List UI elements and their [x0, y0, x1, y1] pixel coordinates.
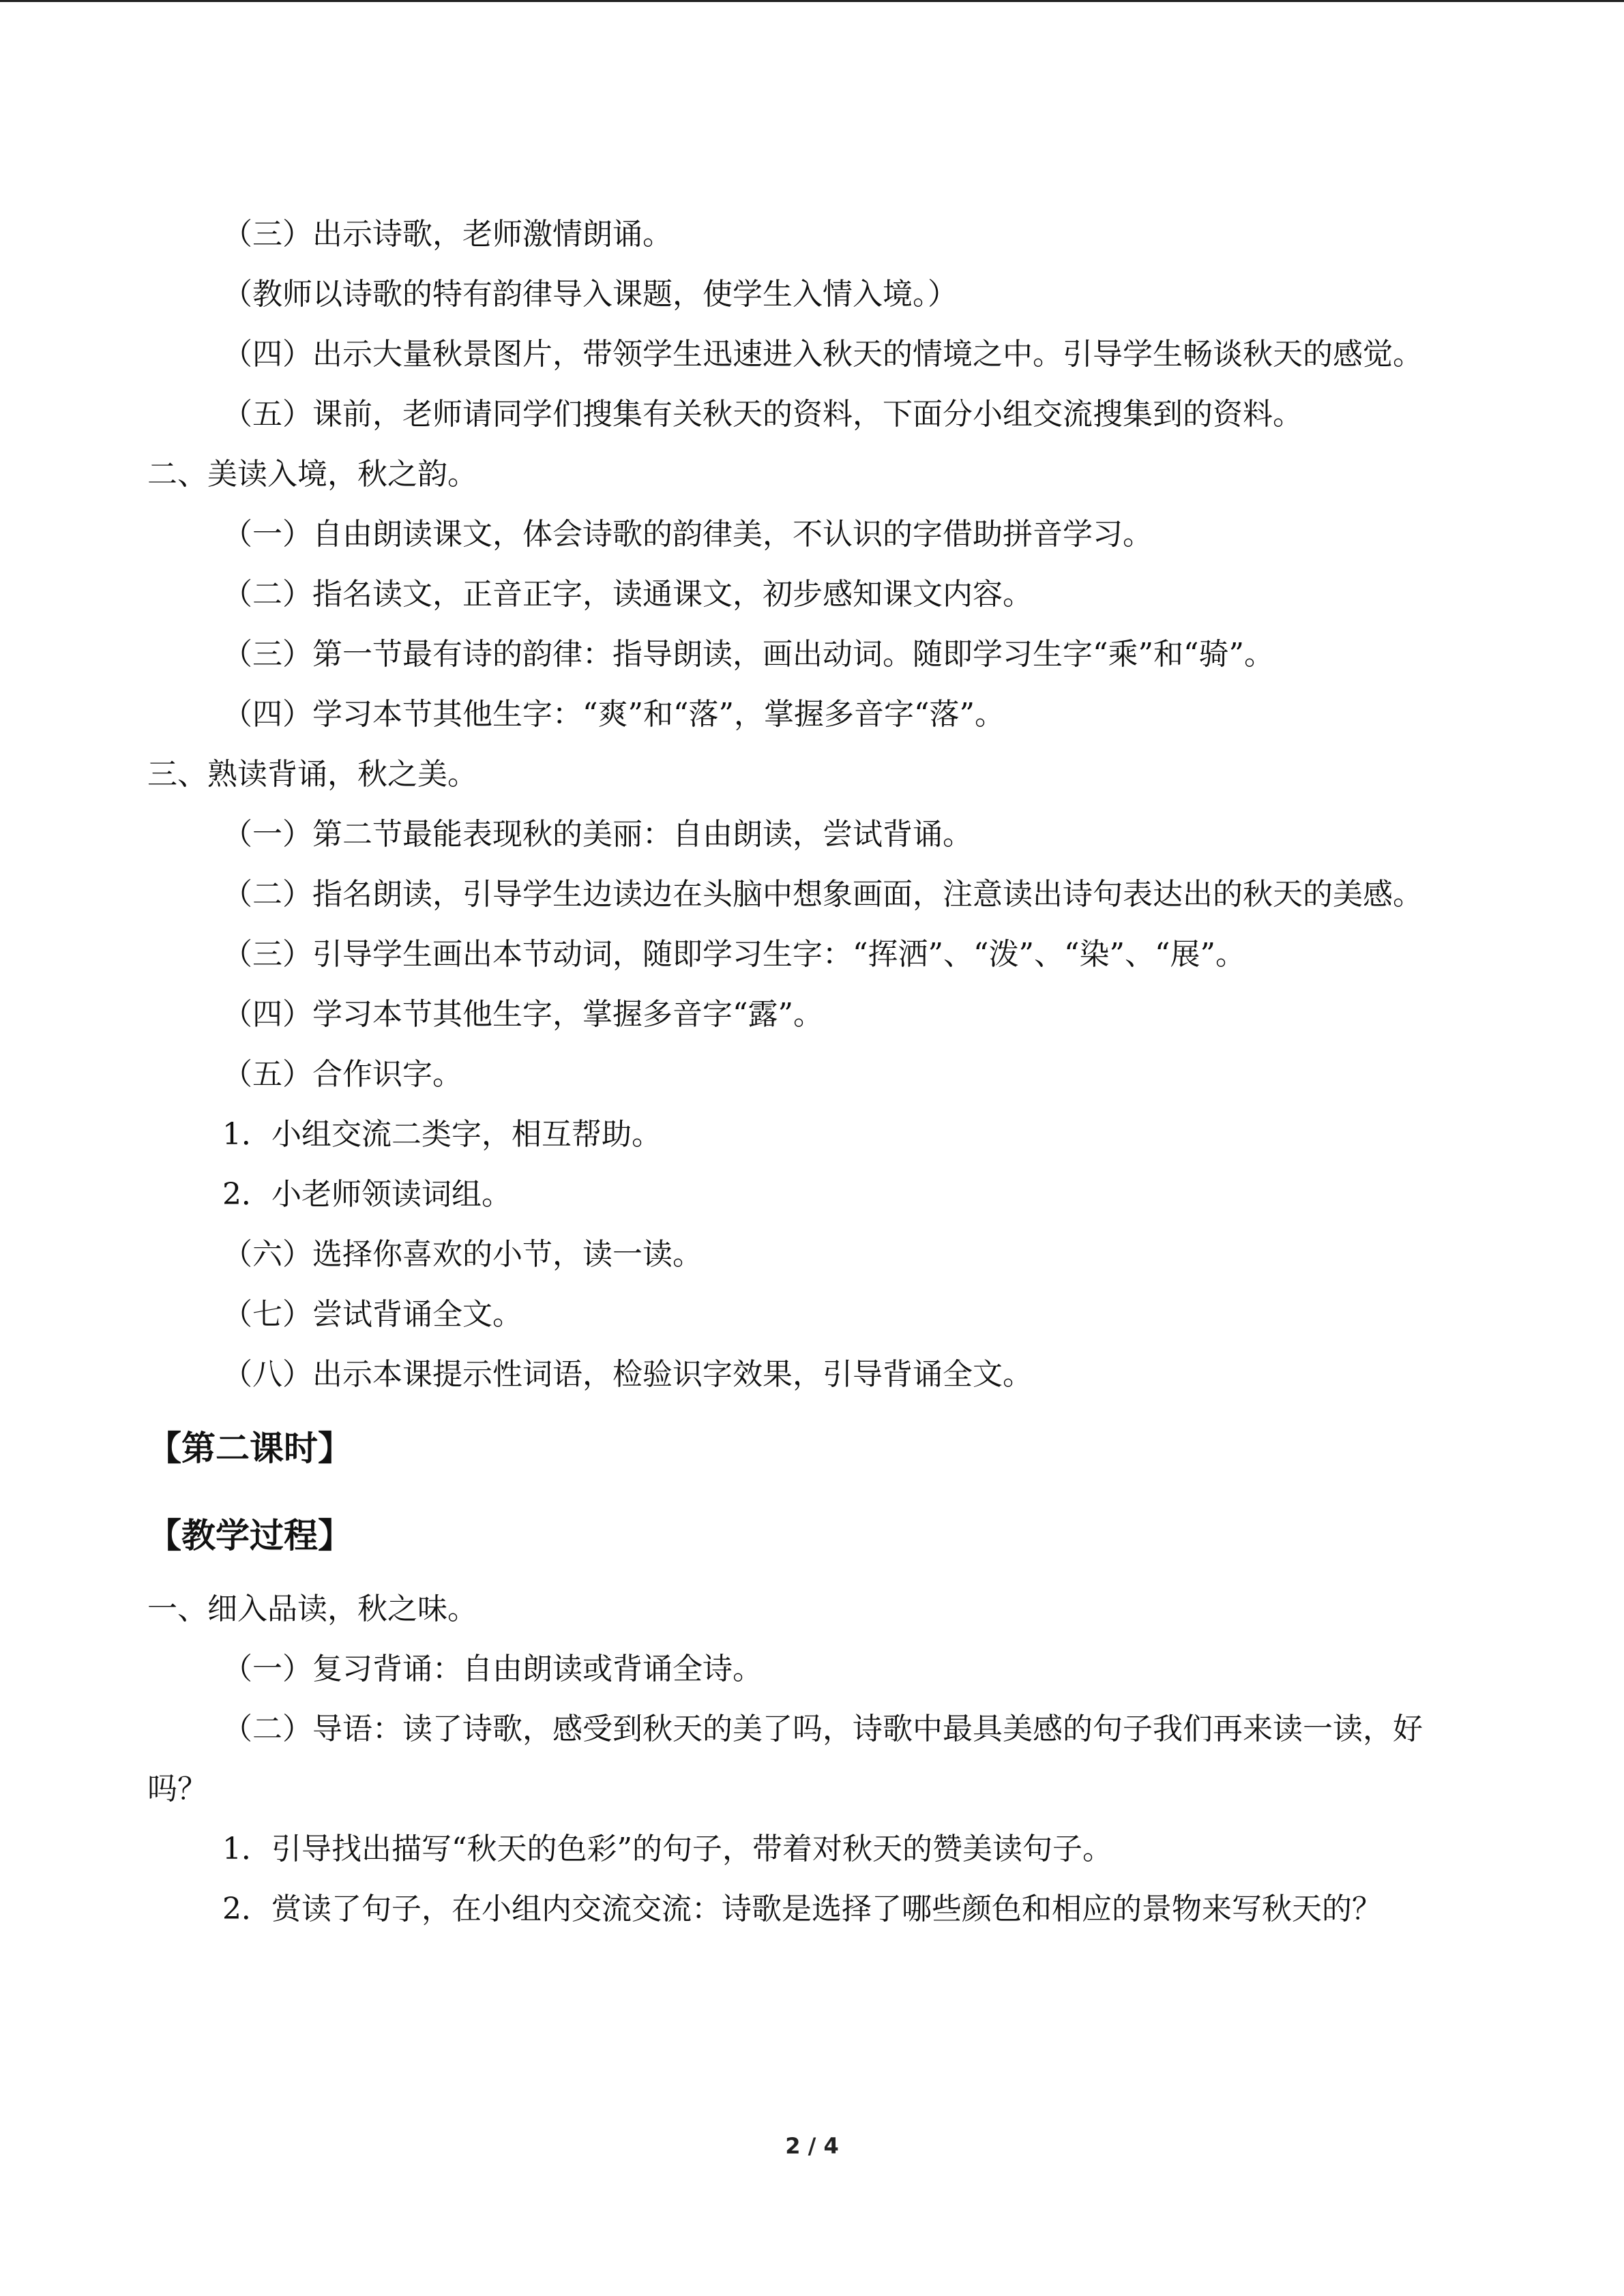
lesson-heading: 【第二课时】 [147, 1429, 352, 1468]
paragraph-line: （八）出示本课提示性词语，检验识字效果，引导背诵全文。 [222, 1357, 1033, 1392]
paragraph-line: （四）出示大量秋景图片，带领学生迅速进入秋天的情境之中。引导学生畅谈秋天的感觉。 [222, 337, 1423, 372]
paragraph-line: （二）指名朗读，引导学生边读边在头脑中想象画面，注意读出诗句表达出的秋天的美感。 [222, 877, 1423, 912]
list-item: 1．小组交流二类字，相互帮助。 [222, 1117, 662, 1152]
process-heading: 【教学过程】 [147, 1516, 352, 1555]
list-item: 2．赏读了句子，在小组内交流交流：诗歌是选择了哪些颜色和相应的景物来写秋天的？ [222, 1892, 1382, 1926]
paragraph-line: （四）学习本节其他生字，掌握多音字“露”。 [222, 997, 823, 1032]
document-body [147, 205, 1471, 1939]
section-title: 一、细入品读，秋之味。 [147, 1592, 477, 1626]
paragraph-line: （三）第一节最有诗的韵律：指导朗读，画出动词。随即学习生字“乘”和“骑”。 [222, 637, 1274, 672]
paragraph-line: （一）自由朗读课文，体会诗歌的韵律美，不认识的字借助拼音学习。 [222, 517, 1153, 552]
list-item: 1．引导找出描写“秋天的色彩”的句子，带着对秋天的赞美读句子。 [222, 1832, 1112, 1866]
paragraph-line: （五）合作识字。 [222, 1057, 462, 1092]
section-title: 三、熟读背诵，秋之美。 [147, 757, 477, 792]
top-border-rule [0, 0, 1624, 2]
paragraph-line: （二）指名读文，正音正字，读通课文，初步感知课文内容。 [222, 577, 1033, 612]
paragraph-line: （三）引导学生画出本节动词，随即学习生字：“挥洒”、“泼”、“染”、“展”。 [222, 937, 1245, 972]
paragraph-line: （七）尝试背诵全文。 [222, 1297, 522, 1332]
paragraph-line: （六）选择你喜欢的小节，读一读。 [222, 1237, 703, 1272]
paragraph-line: （四）学习本节其他生字：“爽”和“落”，掌握多音字“落”。 [222, 697, 1005, 732]
page-number: 2 / 4 [785, 2133, 839, 2159]
paragraph-line: （教师以诗歌的特有韵律导入课题，使学生入情入境。） [222, 277, 958, 312]
paragraph-line: （五）课前，老师请同学们搜集有关秋天的资料，下面分小组交流搜集到的资料。 [222, 397, 1303, 432]
paragraph-line: （二）导语：读了诗歌，感受到秋天的美了吗，诗歌中最具美感的句子我们再来读一读，好吗？ [147, 1712, 1423, 1806]
section-title: 二、美读入境，秋之韵。 [147, 457, 477, 492]
paragraph-line: （一）复习背诵：自由朗读或背诵全诗。 [222, 1652, 763, 1686]
list-item: 2．小老师领读词组。 [222, 1177, 512, 1212]
paragraph-line: （三）出示诗歌，老师激情朗诵。 [222, 217, 673, 252]
paragraph-line: （一）第二节最能表现秋的美丽：自由朗读，尝试背诵。 [222, 817, 973, 852]
